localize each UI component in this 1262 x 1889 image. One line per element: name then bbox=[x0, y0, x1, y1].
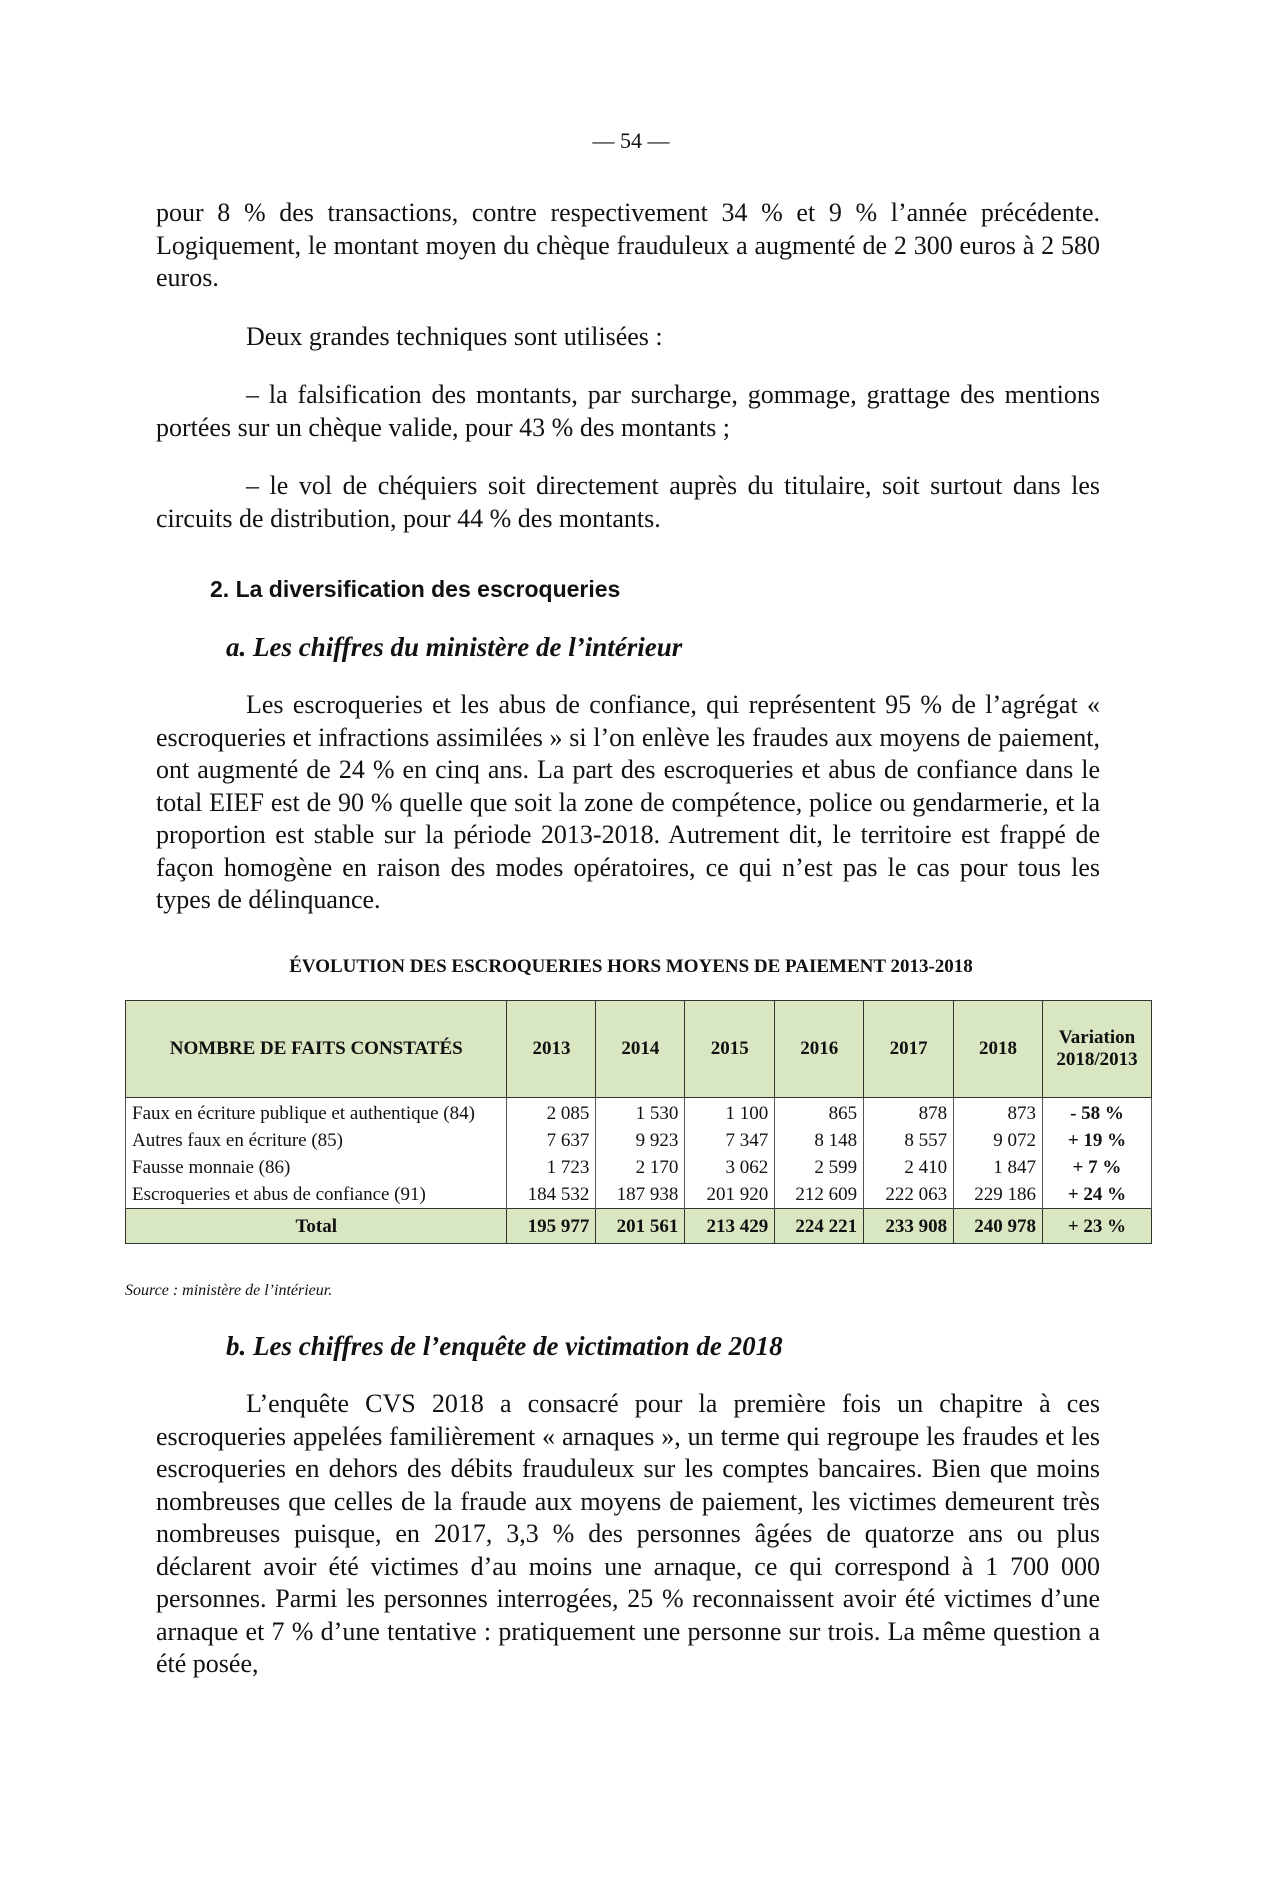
header-2013: 2013 bbox=[507, 1001, 596, 1098]
intro-text bbox=[156, 197, 1100, 535]
paragraph-techniques-intro: Deux grandes techniques sont utilisées : bbox=[246, 321, 663, 351]
total-label: Total bbox=[126, 1209, 507, 1244]
cell-value: 222 063 bbox=[864, 1181, 954, 1209]
table-row bbox=[126, 1154, 1152, 1181]
total-value: 201 561 bbox=[596, 1209, 685, 1244]
cell-value: 1 100 bbox=[685, 1098, 775, 1128]
cell-value: 2 410 bbox=[864, 1154, 954, 1181]
total-value: 195 977 bbox=[507, 1209, 596, 1244]
cell-value: 8 557 bbox=[864, 1127, 954, 1154]
header-2015: 2015 bbox=[685, 1001, 775, 1098]
paragraph-victimation: L’enquête CVS 2018 a consacré pour la première fois un chapitre à ces escroqueries appelées familièrement « arnaques », un terme qui regroupe les fraudes et les escroqueries en dehors des débits frauduleux sur les comptes bancaires. Bien que moins nombreuses que celles de la fraude aux moyens de paiement, les victimes demeurent très nombreuses puisque, en 2017, 3,3 % des personnes âgées de quatorze ans ou plus déclarent avoir été victimes d’au moins une arnaque, ce qui correspond à 1 700 000 personnes. Parmi les personnes interrogées, 25 % reconnaissent avoir été victimes d’une arnaque et 7 % d’une tentative : pratiquement une personne sur trois. La même question a été posée, bbox=[156, 1389, 1100, 1678]
paragraph-technique-theft: – le vol de chéquiers soit directement auprès du titulaire, soit surtout dans les circuits de distribution, pour 44 % des montants. bbox=[156, 471, 1100, 533]
row-label: Autres faux en écriture (85) bbox=[126, 1127, 507, 1154]
header-2018: 2018 bbox=[954, 1001, 1043, 1098]
victimation-text bbox=[156, 1388, 1100, 1681]
total-value: 213 429 bbox=[685, 1209, 775, 1244]
section-heading: 2. La diversification des escroqueries bbox=[210, 576, 621, 602]
header-2016: 2016 bbox=[775, 1001, 864, 1098]
cell-value: 201 920 bbox=[685, 1181, 775, 1209]
ministry-text bbox=[156, 689, 1100, 917]
cell-variation: + 19 % bbox=[1043, 1127, 1152, 1154]
cell-value: 1 723 bbox=[507, 1154, 596, 1181]
cell-variation: + 24 % bbox=[1043, 1181, 1152, 1209]
row-label: Escroqueries et abus de confiance (91) bbox=[126, 1181, 507, 1209]
paragraph-ministry: Les escroqueries et les abus de confiance, qui représentent 95 % de l’agrégat « escroqueries et infractions assimilées » si l’on enlève les fraudes aux moyens de paiement, ont augmenté de 24 % en cinq ans. La part des escroqueries et abus de confiance dans le total EIEF est de 90 % quelle que soit la zone de compétence, police ou gendarmerie, et la proportion est stable sur la période 2013-2018. Autrement dit, le territoire est frappé de façon homogène en raison des modes opératoires, ce qui n’est pas le cas pour tous les types de délinquance. bbox=[156, 690, 1100, 914]
cell-value: 212 609 bbox=[775, 1181, 864, 1209]
table-total-row bbox=[126, 1209, 1152, 1244]
header-label: NOMBRE DE FAITS CONSTATÉS bbox=[126, 1001, 507, 1098]
table-source: Source : ministère de l’intérieur. bbox=[125, 1282, 333, 1299]
header-variation: Variation 2018/2013 bbox=[1043, 1001, 1152, 1098]
cell-value: 2 170 bbox=[596, 1154, 685, 1181]
cell-value: 1 847 bbox=[954, 1154, 1043, 1181]
page-number: — 54 — bbox=[592, 128, 670, 153]
cell-value: 3 062 bbox=[685, 1154, 775, 1181]
table-row bbox=[126, 1181, 1152, 1209]
cell-value: 7 637 bbox=[507, 1127, 596, 1154]
cell-variation: + 7 % bbox=[1043, 1154, 1152, 1181]
cell-value: 9 072 bbox=[954, 1127, 1043, 1154]
table-header-row bbox=[126, 1001, 1152, 1098]
cell-value: 8 148 bbox=[775, 1127, 864, 1154]
table-row bbox=[126, 1127, 1152, 1154]
paragraph-cheque-amount: pour 8 % des transactions, contre respectivement 34 % et 9 % l’année précédente. Logiquement, le montant moyen du chèque frauduleux a augmenté de 2 300 euros à 2 580 euros. bbox=[156, 198, 1100, 292]
header-2017: 2017 bbox=[864, 1001, 954, 1098]
header-2014: 2014 bbox=[596, 1001, 685, 1098]
cell-value: 9 923 bbox=[596, 1127, 685, 1154]
cell-value: 878 bbox=[864, 1098, 954, 1128]
row-label: Fausse monnaie (86) bbox=[126, 1154, 507, 1181]
cell-value: 2 085 bbox=[507, 1098, 596, 1128]
cell-value: 1 530 bbox=[596, 1098, 685, 1128]
cell-value: 187 938 bbox=[596, 1181, 685, 1209]
cell-variation: - 58 % bbox=[1043, 1098, 1152, 1128]
subheading-victimation-survey: b. Les chiffres de l’enquête de victimation de 2018 bbox=[226, 1331, 783, 1361]
total-variation: + 23 % bbox=[1043, 1209, 1152, 1244]
cell-value: 873 bbox=[954, 1098, 1043, 1128]
total-value: 224 221 bbox=[775, 1209, 864, 1244]
cell-value: 184 532 bbox=[507, 1181, 596, 1209]
cell-value: 7 347 bbox=[685, 1127, 775, 1154]
cell-value: 229 186 bbox=[954, 1181, 1043, 1209]
total-value: 240 978 bbox=[954, 1209, 1043, 1244]
cell-value: 2 599 bbox=[775, 1154, 864, 1181]
paragraph-technique-falsification: – la falsification des montants, par surcharge, gommage, grattage des mentions portées sur un chèque valide, pour 43 % des montants ; bbox=[156, 380, 1100, 442]
subheading-ministry-figures: a. Les chiffres du ministère de l’intérieur bbox=[226, 632, 683, 662]
table-title: ÉVOLUTION DES ESCROQUERIES HORS MOYENS DE PAIEMENT 2013-2018 bbox=[289, 956, 973, 977]
total-value: 233 908 bbox=[864, 1209, 954, 1244]
table-row bbox=[126, 1098, 1152, 1128]
fraud-evolution-table bbox=[125, 1000, 1152, 1244]
row-label: Faux en écriture publique et authentique (84) bbox=[126, 1098, 507, 1128]
cell-value: 865 bbox=[775, 1098, 864, 1128]
